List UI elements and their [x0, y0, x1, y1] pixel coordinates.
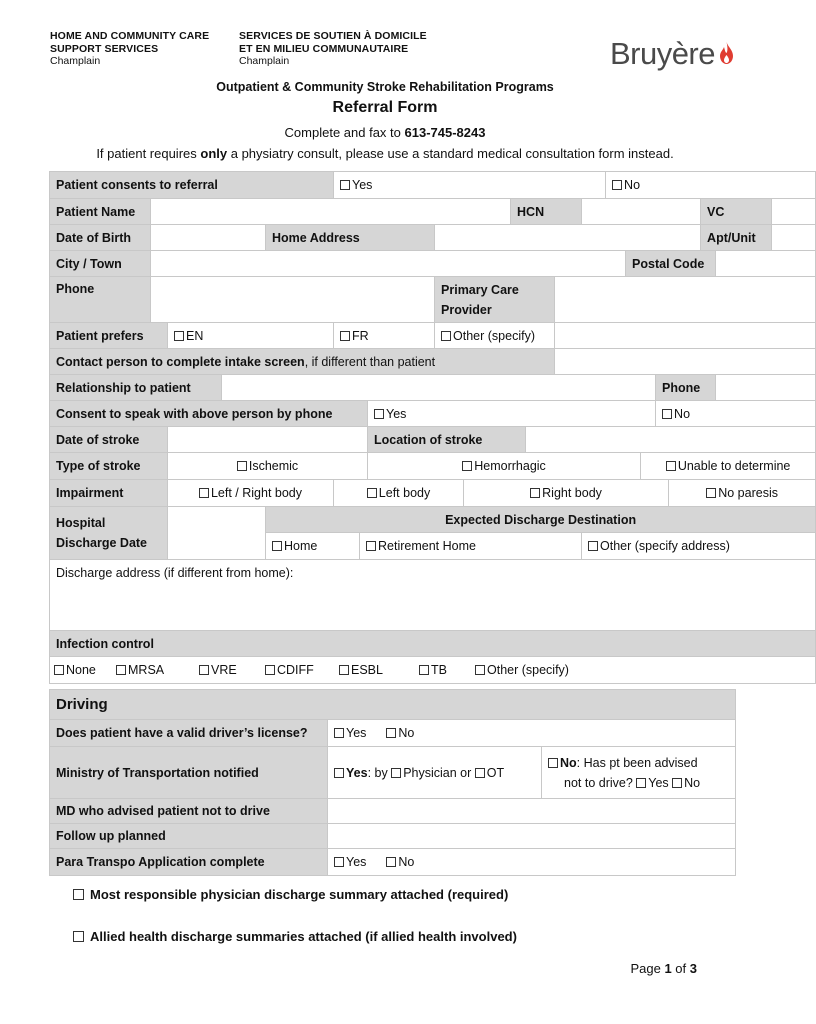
advised-no[interactable]: No: [672, 776, 700, 790]
checkbox-icon[interactable]: [174, 331, 184, 341]
checkbox-icon[interactable]: [666, 461, 676, 471]
license-options: [328, 720, 736, 747]
infection-control-label: Infection control: [50, 631, 816, 657]
vc-field[interactable]: [772, 199, 816, 225]
home-address-label: Home Address: [266, 225, 435, 251]
license-yes[interactable]: Yes: [334, 726, 366, 740]
org-name-en: HOME AND COMMUNITY CARE SUPPORT SERVICES Champlain: [50, 30, 210, 67]
checkbox-icon[interactable]: [548, 758, 558, 768]
relationship-phone-field[interactable]: [716, 375, 816, 401]
checkbox-icon[interactable]: [116, 665, 126, 675]
prefers-en[interactable]: EN: [168, 323, 334, 349]
fax-instruction: Complete and fax to 613-745-8243: [284, 125, 486, 140]
checkbox-icon[interactable]: [73, 889, 84, 900]
dob-field[interactable]: [151, 225, 266, 251]
phone-label: Phone: [50, 277, 151, 323]
checkbox-icon[interactable]: [272, 541, 282, 551]
checkbox-icon[interactable]: [530, 488, 540, 498]
dob-label: Date of Birth: [50, 225, 151, 251]
checkbox-icon[interactable]: [441, 331, 451, 341]
expected-discharge-destination-label: Expected Discharge Destination: [266, 507, 816, 533]
checkbox-icon[interactable]: [612, 180, 622, 190]
license-question-label: Does patient have a valid driver’s license?: [50, 720, 328, 747]
apt-unit-field[interactable]: [772, 225, 816, 251]
consent-no[interactable]: No: [606, 172, 816, 199]
hcn-label: HCN: [511, 199, 582, 225]
prefers-other[interactable]: Other (specify): [435, 323, 555, 349]
prefers-other-field[interactable]: [555, 323, 816, 349]
hospital-discharge-date-field[interactable]: [168, 507, 266, 560]
mto-notified-label: Ministry of Transportation notified: [50, 747, 328, 799]
checkbox-icon[interactable]: [265, 665, 275, 675]
date-of-stroke-field[interactable]: [168, 427, 368, 453]
checkbox-icon[interactable]: [334, 857, 344, 867]
checkbox-icon[interactable]: [475, 665, 485, 675]
checkbox-icon[interactable]: [636, 778, 646, 788]
date-of-stroke-label: Date of stroke: [50, 427, 168, 453]
checkbox-icon[interactable]: [706, 488, 716, 498]
patient-prefers-label: Patient prefers: [50, 323, 168, 349]
consent-yes[interactable]: Yes: [334, 172, 606, 199]
infection-mrsa[interactable]: MRSA: [116, 663, 199, 677]
type-of-stroke-label: Type of stroke: [50, 453, 168, 480]
form-titles: [0, 80, 770, 161]
impairment-left[interactable]: Left body: [334, 480, 464, 507]
infection-control-options: [50, 657, 816, 684]
location-of-stroke-field[interactable]: [526, 427, 816, 453]
mto-physician[interactable]: Physician or: [391, 766, 475, 780]
checkbox-icon[interactable]: [462, 461, 472, 471]
consent-label: Patient consents to referral: [50, 172, 334, 199]
infection-none[interactable]: None: [54, 663, 116, 677]
stroke-ischemic[interactable]: Ischemic: [168, 453, 368, 480]
hospital-discharge-date-label: Hospital Discharge Date: [50, 507, 168, 560]
attachment-allied-health-summary[interactable]: Allied health discharge summaries attached (if allied health involved): [73, 929, 517, 944]
checkbox-icon[interactable]: [339, 665, 349, 675]
checkbox-icon[interactable]: [366, 541, 376, 551]
para-transpo-label: Para Transpo Application complete: [50, 849, 328, 876]
consent-phone-yes[interactable]: Yes: [368, 401, 656, 427]
program-title: Outpatient & Community Stroke Rehabilitation Programs: [216, 80, 554, 94]
checkbox-icon[interactable]: [374, 409, 384, 419]
checkbox-icon[interactable]: [334, 728, 344, 738]
checkbox-icon[interactable]: [73, 931, 84, 942]
checkbox-icon[interactable]: [340, 331, 350, 341]
checkbox-icon[interactable]: [419, 665, 429, 675]
para-transpo-no[interactable]: No: [386, 855, 414, 869]
org-name-fr: SERVICES DE SOUTIEN À DOMICILE ET EN MILIEU COMMUNAUTAIRE Champlain: [239, 30, 427, 67]
infection-vre[interactable]: VRE: [199, 663, 265, 677]
hcn-field[interactable]: [582, 199, 701, 225]
patient-info-table: [49, 171, 816, 684]
relationship-field[interactable]: [222, 375, 656, 401]
relationship-phone-label: Phone: [656, 375, 716, 401]
home-address-field[interactable]: [435, 225, 701, 251]
infection-cdiff[interactable]: CDIFF: [265, 663, 339, 677]
city-label: City / Town: [50, 251, 151, 277]
checkbox-icon[interactable]: [54, 665, 64, 675]
form-title: Referral Form: [332, 99, 438, 116]
stroke-unable-to-determine[interactable]: Unable to determine: [641, 453, 816, 480]
license-no[interactable]: No: [386, 726, 414, 740]
bruyere-logo: Bruyère: [610, 36, 734, 72]
para-transpo-yes[interactable]: Yes: [334, 855, 366, 869]
checkbox-icon[interactable]: [334, 768, 344, 778]
destination-retirement-home[interactable]: Retirement Home: [360, 533, 582, 560]
patient-name-label: Patient Name: [50, 199, 151, 225]
discharge-address-field[interactable]: Discharge address (if different from home):: [50, 560, 816, 631]
stroke-hemorrhagic[interactable]: Hemorrhagic: [368, 453, 641, 480]
checkbox-icon[interactable]: [386, 728, 396, 738]
mto-yes[interactable]: Yes: by: [334, 766, 391, 780]
checkbox-icon[interactable]: [475, 768, 485, 778]
phone-field[interactable]: [151, 277, 435, 323]
letterhead: [50, 30, 734, 78]
flame-icon: [719, 42, 734, 64]
checkbox-icon[interactable]: [367, 488, 377, 498]
consent-phone-no[interactable]: No: [656, 401, 816, 427]
destination-home[interactable]: Home: [266, 533, 360, 560]
mto-no[interactable]: No: Has pt been advised: [548, 756, 698, 770]
consent-phone-label: Consent to speak with above person by phone: [50, 401, 368, 427]
vc-label: VC: [701, 199, 772, 225]
checkbox-icon[interactable]: [199, 488, 209, 498]
relationship-label: Relationship to patient: [50, 375, 222, 401]
checkbox-icon[interactable]: [199, 665, 209, 675]
checkbox-icon[interactable]: [386, 857, 396, 867]
mto-no-options: No: Has pt been advised not to drive? Yes No: [542, 747, 736, 799]
md-advised-field[interactable]: [328, 799, 736, 824]
impairment-left-right[interactable]: Left / Right body: [168, 480, 334, 507]
checkbox-icon[interactable]: [672, 778, 682, 788]
impairment-label: Impairment: [50, 480, 168, 507]
follow-up-label: Follow up planned: [50, 824, 328, 849]
para-transpo-options: [328, 849, 736, 876]
checkbox-icon[interactable]: [391, 768, 401, 778]
infection-tb[interactable]: TB: [419, 663, 475, 677]
postal-code-field[interactable]: [716, 251, 816, 277]
destination-other[interactable]: Other (specify address): [582, 533, 816, 560]
page-number: Page 1 of 3: [630, 961, 697, 976]
checkbox-icon[interactable]: [588, 541, 598, 551]
follow-up-field[interactable]: [328, 824, 736, 849]
infection-esbl[interactable]: ESBL: [339, 663, 419, 677]
driving-section-title: Driving: [50, 690, 736, 720]
infection-other[interactable]: Other (specify): [475, 663, 569, 677]
apt-unit-label: Apt/Unit: [701, 225, 772, 251]
attachment-physician-summary[interactable]: Most responsible physician discharge summary attached (required): [73, 887, 508, 902]
driving-table: [49, 689, 736, 876]
city-field[interactable]: [151, 251, 626, 277]
contact-person-label: Contact person to complete intake screen, if different than patient: [50, 349, 555, 375]
postal-code-label: Postal Code: [626, 251, 716, 277]
contact-person-field[interactable]: [555, 349, 816, 375]
advised-yes[interactable]: Yes: [636, 776, 668, 790]
impairment-right[interactable]: Right body: [464, 480, 669, 507]
checkbox-icon[interactable]: [662, 409, 672, 419]
mto-yes-options: [328, 747, 542, 799]
primary-care-provider-field[interactable]: [555, 277, 816, 323]
primary-care-provider-label: Primary Care Provider: [435, 277, 555, 323]
md-advised-label: MD who advised patient not to drive: [50, 799, 328, 824]
mto-ot[interactable]: OT: [475, 766, 504, 780]
physiatry-note: If patient requires only a physiatry consult, please use a standard medical consultation form instead.: [96, 146, 674, 161]
impairment-no-paresis[interactable]: No paresis: [669, 480, 816, 507]
patient-name-field[interactable]: [151, 199, 511, 225]
location-of-stroke-label: Location of stroke: [368, 427, 526, 453]
checkbox-icon[interactable]: [340, 180, 350, 190]
prefers-fr[interactable]: FR: [334, 323, 435, 349]
checkbox-icon[interactable]: [237, 461, 247, 471]
